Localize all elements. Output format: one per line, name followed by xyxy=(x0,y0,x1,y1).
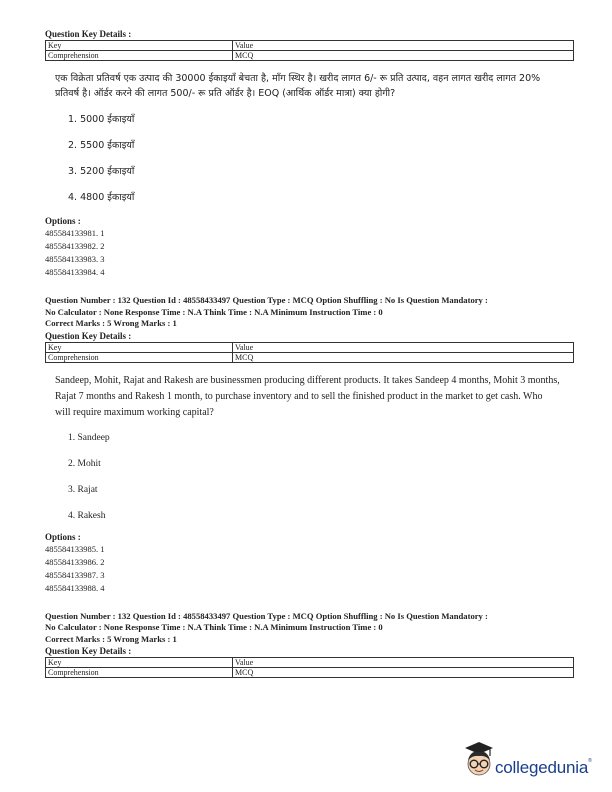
table-header-key: Key xyxy=(46,658,233,668)
logo-text: collegedunia xyxy=(495,758,589,777)
question-meta-line: Question Number : 132 Question Id : 48558433497 Question Type : MCQ Option Shuffling : No Is Question Mandatory : xyxy=(45,610,488,621)
option-id: 485584133988. 4 xyxy=(45,582,105,593)
choice-list xyxy=(45,113,575,211)
question-key-details-heading: Question Key Details : xyxy=(45,29,132,39)
table-cell-key: Comprehension xyxy=(46,668,233,678)
choice-item: 2. Mohit xyxy=(68,458,101,469)
option-id: 485584133987. 3 xyxy=(45,569,105,580)
table-cell-value: MCQ xyxy=(233,668,574,678)
table-header-value: Value xyxy=(233,658,574,668)
choice-item: 3. 5200 ईकाइयाँ xyxy=(68,166,135,177)
option-id: 485584133984. 4 xyxy=(45,267,105,277)
table-row xyxy=(46,352,574,362)
table-header-key: Key xyxy=(46,41,233,51)
table-header-value: Value xyxy=(233,342,574,352)
question-key-details-heading: Question Key Details : xyxy=(45,330,132,341)
option-id: 485584133986. 2 xyxy=(45,556,105,567)
table-row xyxy=(46,51,574,61)
option-id: 485584133985. 1 xyxy=(45,543,105,554)
choice-item: 2. 5500 ईकाइयाँ xyxy=(68,140,135,151)
choice-item: 1. Sandeep xyxy=(68,432,110,443)
document-page xyxy=(45,28,575,678)
option-id: 485584133983. 3 xyxy=(45,254,105,264)
table-header-key: Key xyxy=(46,342,233,352)
table-cell-value: MCQ xyxy=(233,51,574,61)
table-header-row xyxy=(46,658,574,668)
choice-list xyxy=(45,431,575,527)
choice-item: 1. 5000 ईकाइयाँ xyxy=(68,114,135,125)
options-heading: Options : xyxy=(45,216,81,226)
question-key-table xyxy=(45,657,574,678)
table-header-row xyxy=(46,342,574,352)
table-cell-key: Comprehension xyxy=(46,352,233,362)
marks-line: Correct Marks : 5 Wrong Marks : 1 xyxy=(45,318,177,328)
table-header-row xyxy=(46,41,574,51)
table-row xyxy=(46,668,574,678)
choice-item: 3. Rajat xyxy=(68,484,98,495)
table-cell-key: Comprehension xyxy=(46,51,233,61)
question-key-table xyxy=(45,342,574,363)
option-id: 485584133982. 2 xyxy=(45,241,105,251)
collegedunia-wordmark[interactable] xyxy=(495,758,592,778)
table-header-value: Value xyxy=(233,41,574,51)
table-cell-value: MCQ xyxy=(233,352,574,362)
options-heading: Options : xyxy=(45,531,81,542)
question-text: Sandeep, Mohit, Rajat and Rakesh are businessmen producing different products. It takes Sandeep 4 months, Mohit 3 months, Rajat 7 months and Rakesh 1 month, to purchase inventory and to sell the finished product in the market to get cash. Who will require maximum working capital? xyxy=(55,374,560,418)
option-id: 485584133981. 1 xyxy=(45,228,105,238)
question-meta-line: No Calculator : None Response Time : N.A Think Time : N.A Minimum Instruction Time : 0 xyxy=(45,306,383,317)
question-meta-line: No Calculator : None Response Time : N.A Think Time : N.A Minimum Instruction Time : 0 xyxy=(45,622,383,632)
question-text: एक विक्रेता प्रतिवर्ष एक उत्पाद की 30000 ईकाइयाँ बेचता है, माँग स्थिर है। खरीद लागत 6/- रू प्रति उत्पाद, वहन लागत खरीद लागत 20% प्रतिवर्ष है। ऑर्डर करने की लागत 500/- रू प्रति ऑर्डर है। EOQ (आर्थिक ऑर्डर मात्रा) क्या होगी? xyxy=(55,73,541,99)
question-key-table xyxy=(45,40,574,61)
question-meta-line: Question Number : 132 Question Id : 48558433497 Question Type : MCQ Option Shuffling : No Is Question Mandatory : xyxy=(45,295,488,305)
choice-item: 4. Rakesh xyxy=(68,510,106,521)
question-key-details-heading: Question Key Details : xyxy=(45,646,132,656)
choice-item: 4. 4800 ईकाइयाँ xyxy=(68,192,135,203)
trademark-symbol: ® xyxy=(588,758,592,764)
marks-line: Correct Marks : 5 Wrong Marks : 1 xyxy=(45,633,177,644)
